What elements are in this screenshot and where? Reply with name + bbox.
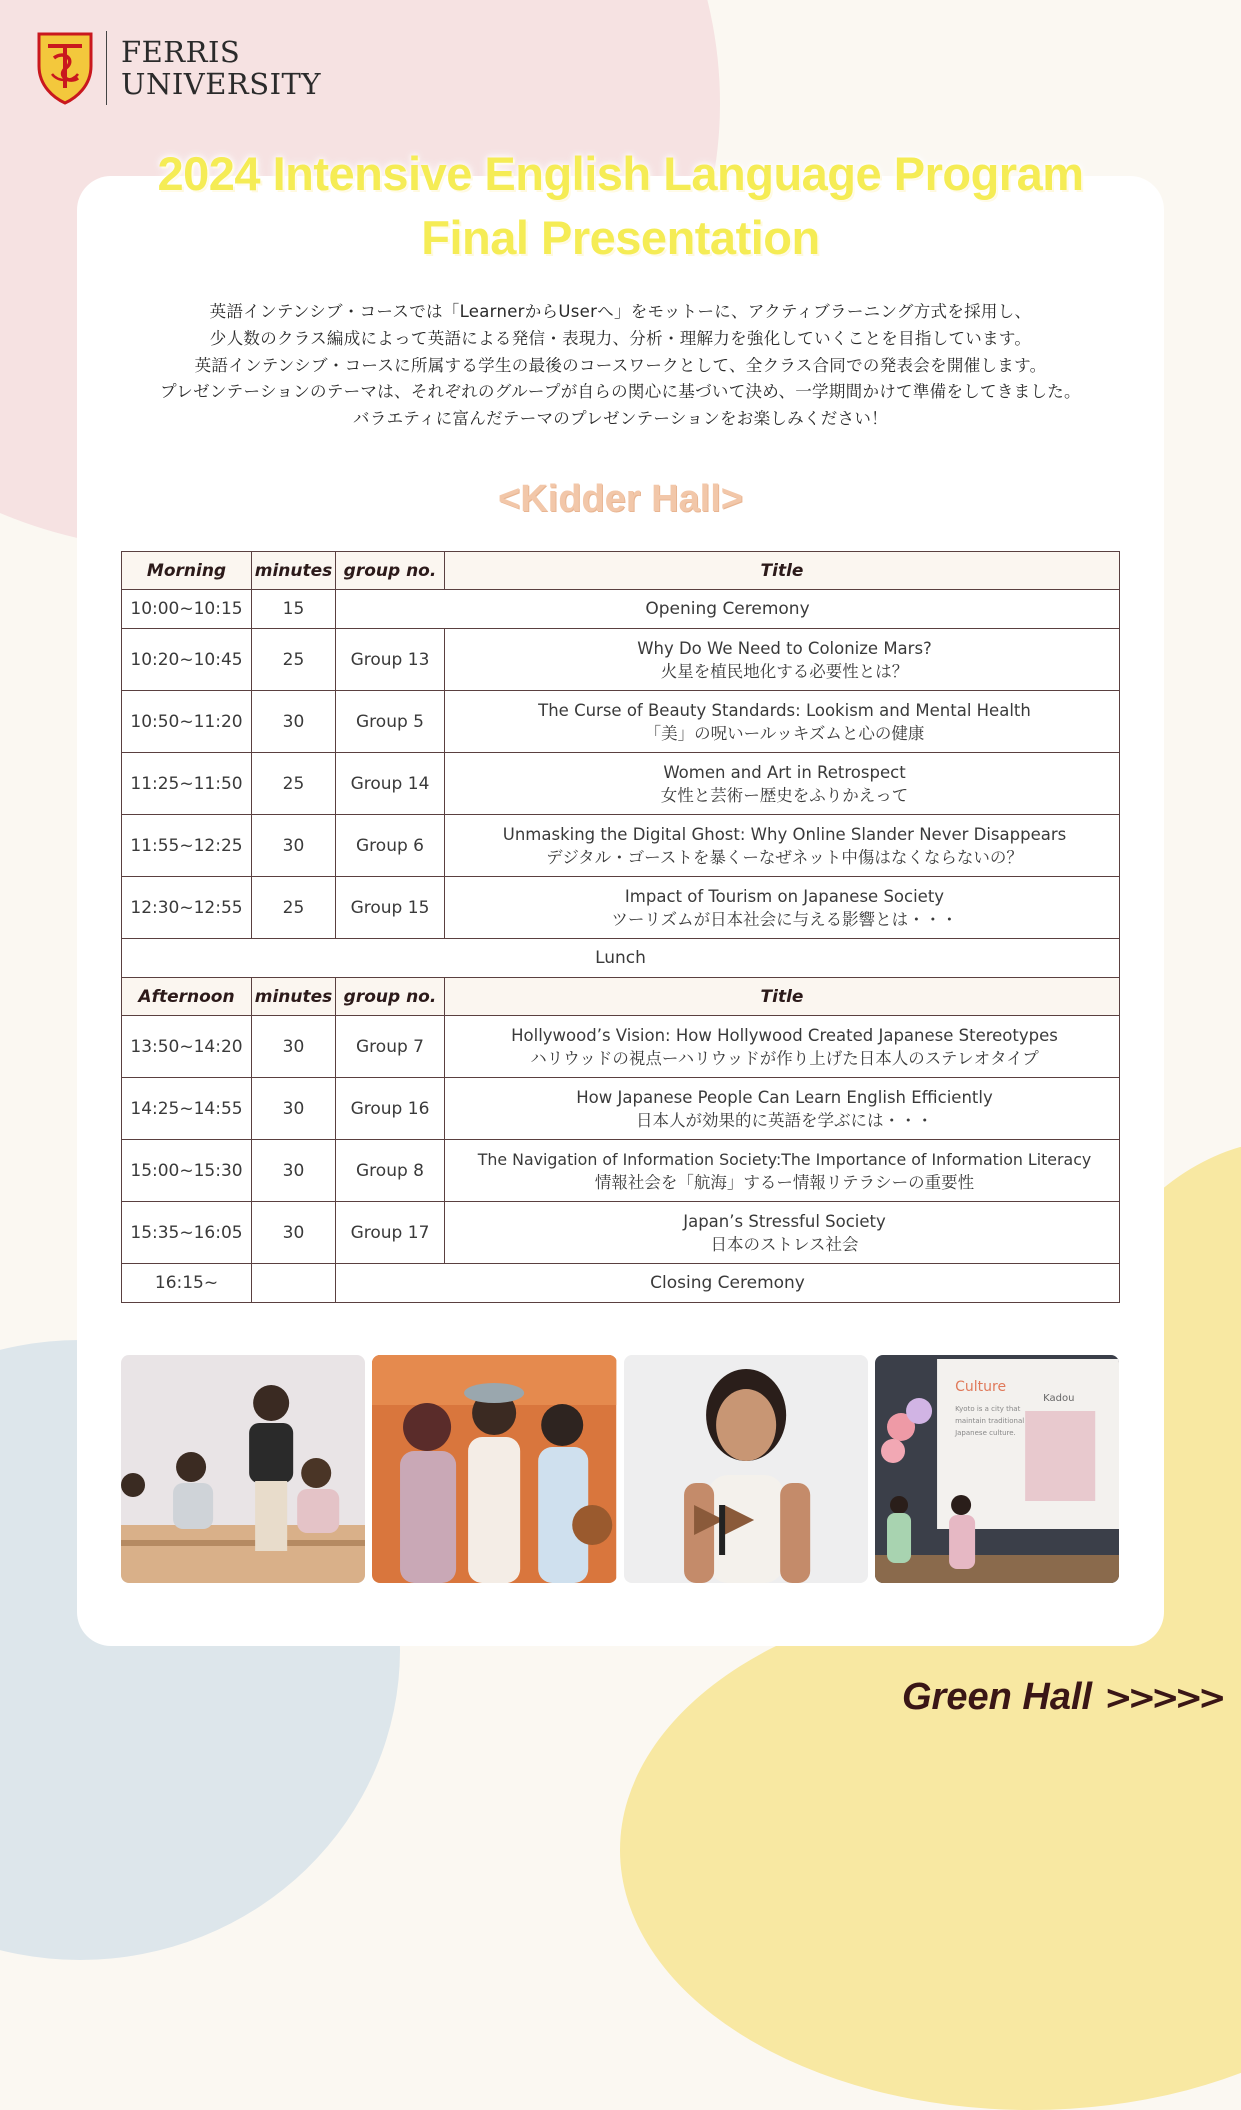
logo-divider bbox=[106, 31, 107, 105]
lunch-cell: Lunch bbox=[122, 939, 1120, 978]
university-logo bbox=[36, 28, 321, 108]
time-cell: 11:55~12:25 bbox=[122, 815, 252, 877]
table-row bbox=[122, 753, 1120, 815]
title-japanese: 情報社会を「航海」するー情報リテラシーの重要性 bbox=[594, 1172, 975, 1192]
time-cell: 10:00~10:15 bbox=[122, 590, 252, 629]
title-cell bbox=[445, 815, 1120, 877]
lunch-row bbox=[122, 939, 1120, 978]
intro-line: 英語インテンシブ・コースでは「LearnerからUserへ」をモットーに、アクティブラーニング方式を採用し、 bbox=[209, 302, 1032, 321]
table-row bbox=[122, 691, 1120, 753]
title-cell bbox=[445, 877, 1120, 939]
title-english: Impact of Tourism on Japanese Society bbox=[624, 886, 945, 906]
morning-header-row bbox=[122, 552, 1120, 590]
slide-line-2: maintain traditional bbox=[954, 1417, 1024, 1425]
time-cell: 12:30~12:55 bbox=[122, 877, 252, 939]
title-japanese: 火星を植民地化する必要性とは？ bbox=[660, 661, 909, 681]
slide-caption: Kadou bbox=[1042, 1393, 1075, 1404]
photo-strip bbox=[121, 1355, 1119, 1583]
logo-line-2: UNIVERSITY bbox=[121, 67, 322, 101]
title-cell bbox=[445, 1078, 1120, 1140]
group-cell: Group 17 bbox=[336, 1202, 445, 1264]
title-english: Japan’s Stressful Society bbox=[683, 1211, 886, 1231]
title-line-2: Final Presentation bbox=[421, 211, 820, 264]
minutes-cell: 30 bbox=[252, 1202, 336, 1264]
closing-row bbox=[122, 1264, 1120, 1303]
title-cell bbox=[445, 691, 1120, 753]
title-japanese: 「美」の呪いールッキズムと心の健康 bbox=[644, 723, 925, 743]
time-cell: 15:35~16:05 bbox=[122, 1202, 252, 1264]
minutes-cell: 25 bbox=[252, 753, 336, 815]
time-cell: 10:50~11:20 bbox=[122, 691, 252, 753]
minutes-cell: 15 bbox=[252, 590, 336, 629]
minutes-cell bbox=[252, 1264, 336, 1303]
title-japanese: ツーリズムが日本社会に与える影響とは・・・ bbox=[611, 909, 958, 929]
slide-photo-image bbox=[875, 1355, 1119, 1583]
table-row bbox=[122, 815, 1120, 877]
title-line-1: 2024 Intensive English Language Program bbox=[157, 147, 1084, 200]
minutes-cell: 30 bbox=[252, 1016, 336, 1078]
minutes-cell: 30 bbox=[252, 691, 336, 753]
green-hall-label[interactable]: Green Hall bbox=[902, 1676, 1093, 1718]
table-row bbox=[122, 1140, 1120, 1202]
title-japanese: 日本のストレス社会 bbox=[710, 1234, 859, 1254]
logo-wordmark bbox=[121, 36, 321, 100]
title-english: The Navigation of Information Society:The Importance of Information Literacy bbox=[477, 1149, 1092, 1169]
header-group: group no. bbox=[336, 552, 445, 590]
title-cell bbox=[445, 1140, 1120, 1202]
minutes-cell: 25 bbox=[252, 877, 336, 939]
presenter-photo-image bbox=[624, 1355, 868, 1583]
ceremony-cell: Closing Ceremony bbox=[336, 1264, 1120, 1303]
group-cell: Group 15 bbox=[336, 877, 445, 939]
minutes-cell: 25 bbox=[252, 629, 336, 691]
time-cell: 11:25~11:50 bbox=[122, 753, 252, 815]
title-cell bbox=[445, 1016, 1120, 1078]
table-row bbox=[122, 629, 1120, 691]
header-minutes: minutes bbox=[252, 978, 336, 1016]
classroom-photo-image bbox=[121, 1355, 365, 1583]
next-hall-link[interactable] bbox=[902, 1676, 1222, 1719]
title-english: The Curse of Beauty Standards: Lookism and Mental Health bbox=[538, 700, 1031, 720]
group-cell: Group 7 bbox=[336, 1016, 445, 1078]
minutes-cell: 30 bbox=[252, 815, 336, 877]
photo-group-students bbox=[372, 1355, 616, 1583]
title-japanese: 日本人が効果的に英語を学ぶには・・・ bbox=[636, 1110, 933, 1130]
time-cell: 13:50~14:20 bbox=[122, 1016, 252, 1078]
title-cell bbox=[445, 629, 1120, 691]
ceremony-cell: Opening Ceremony bbox=[336, 590, 1120, 629]
chevron-right-icon[interactable]: >>>>> bbox=[1104, 1677, 1222, 1718]
photo-presenter bbox=[624, 1355, 868, 1583]
title-cell bbox=[445, 753, 1120, 815]
header-session: Morning bbox=[122, 552, 252, 590]
photo-classroom bbox=[121, 1355, 365, 1583]
header-minutes: minutes bbox=[252, 552, 336, 590]
time-cell: 16:15~ bbox=[122, 1264, 252, 1303]
slide-line-1: Kyoto is a city that bbox=[954, 1405, 1021, 1413]
title-english: Hollywood’s Vision: How Hollywood Created Japanese Stereotypes bbox=[511, 1025, 1058, 1045]
afternoon-header-row bbox=[122, 978, 1120, 1016]
opening-row bbox=[122, 590, 1120, 629]
title-cell bbox=[445, 1202, 1120, 1264]
header-group: group no. bbox=[336, 978, 445, 1016]
title-english: How Japanese People Can Learn English Efficiently bbox=[576, 1087, 993, 1107]
title-japanese: 女性と芸術ー歴史をふりかえって bbox=[660, 785, 909, 805]
yellow-background-shape-bottom bbox=[620, 1590, 1241, 2110]
title-english: Why Do We Need to Colonize Mars? bbox=[637, 638, 932, 658]
group-cell: Group 16 bbox=[336, 1078, 445, 1140]
logo-line-1: FERRIS bbox=[121, 35, 241, 69]
title-japanese: ハリウッドの視点ーハリウッドが作り上げた日本人のステレオタイプ bbox=[530, 1048, 1039, 1068]
time-cell: 14:25~14:55 bbox=[122, 1078, 252, 1140]
group-cell: Group 5 bbox=[336, 691, 445, 753]
table-row bbox=[122, 1016, 1120, 1078]
group-photo-image bbox=[372, 1355, 616, 1583]
page-title bbox=[0, 142, 1241, 270]
intro-line: プレゼンテーションのテーマは、それぞれのグループが自らの関心に基づいて決め、一学期間かけて準備をしてきました。 bbox=[160, 382, 1081, 402]
header-session: Afternoon bbox=[122, 978, 252, 1016]
title-japanese: デジタル・ゴーストを暴くーなぜネット中傷はなくならないの？ bbox=[546, 847, 1023, 867]
time-cell: 10:20~10:45 bbox=[122, 629, 252, 691]
photo-slide-presentation bbox=[875, 1355, 1119, 1583]
hall-heading: <Kidder Hall> bbox=[498, 478, 743, 520]
table-row bbox=[122, 1202, 1120, 1264]
group-cell: Group 6 bbox=[336, 815, 445, 877]
intro-line: 英語インテンシブ・コースに所属する学生の最後のコースワークとして、全クラス合同での発表会を開催します。 bbox=[194, 355, 1047, 375]
minutes-cell: 30 bbox=[252, 1140, 336, 1202]
intro-line: バラエティに富んだテーマのプレゼンテーションをお楽しみください！ bbox=[353, 409, 888, 429]
schedule-table bbox=[121, 551, 1120, 1303]
slide-line-3: Japanese culture. bbox=[954, 1429, 1016, 1437]
group-cell: Group 13 bbox=[336, 629, 445, 691]
intro-line: 少人数のクラス編成によって英語による発信・表現力、分析・理解力を強化していくことを目指しています。 bbox=[209, 328, 1032, 348]
header-title: Title bbox=[445, 552, 1120, 590]
group-cell: Group 14 bbox=[336, 753, 445, 815]
slide-heading: Culture bbox=[954, 1379, 1006, 1395]
table-row bbox=[122, 877, 1120, 939]
header-title: Title bbox=[445, 978, 1120, 1016]
group-cell: Group 8 bbox=[336, 1140, 445, 1202]
intro-paragraph bbox=[100, 299, 1141, 433]
minutes-cell: 30 bbox=[252, 1078, 336, 1140]
title-english: Unmasking the Digital Ghost: Why Online Slander Never Disappears bbox=[502, 824, 1067, 844]
crest-icon bbox=[36, 30, 94, 106]
title-english: Women and Art in Retrospect bbox=[663, 762, 906, 782]
time-cell: 15:00~15:30 bbox=[122, 1140, 252, 1202]
table-row bbox=[122, 1078, 1120, 1140]
